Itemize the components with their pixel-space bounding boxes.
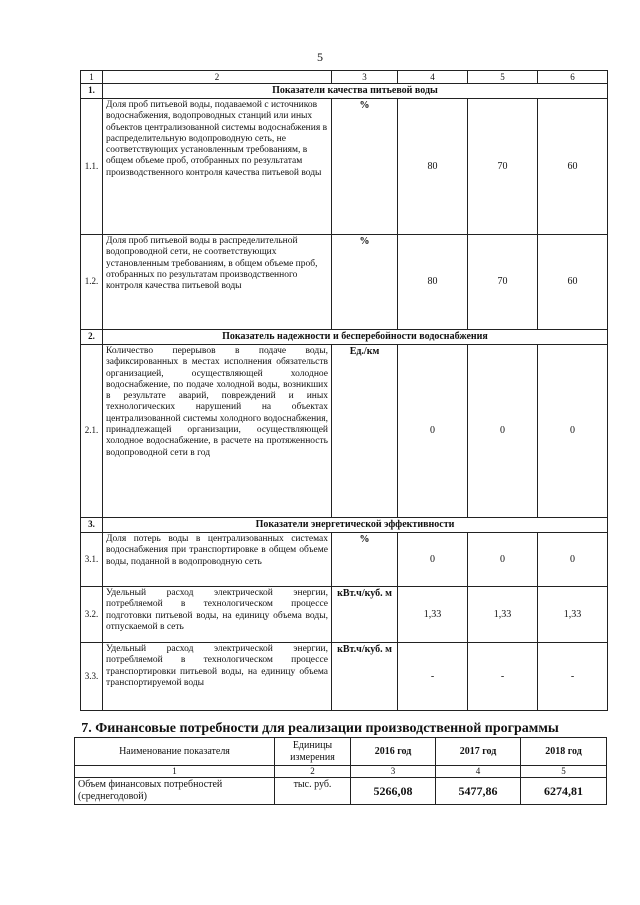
- column-number: 5: [521, 766, 607, 778]
- table-row: [81, 235, 608, 330]
- header-cell: Единицы измерения: [275, 738, 351, 766]
- header-cell: 2: [103, 71, 332, 84]
- row-description: Доля проб питьевой воды, подаваемой с источников водоснабжения, водопроводных станций или иных объектов централизованной системы водоснабжения в распределительную водопроводную сеть, не соответствующих установленным требованиям, в общем объеме проб, отобранных по результатам производственного контроля качества питьевой воды: [103, 99, 332, 235]
- row-unit: %: [332, 235, 398, 330]
- row-unit: %: [332, 99, 398, 235]
- row-number: 3.2.: [81, 587, 103, 643]
- row-value: 0: [538, 345, 608, 518]
- row-value: 80: [398, 235, 468, 330]
- header-cell: 6: [538, 71, 608, 84]
- section7-title: 7. Финансовые потребности для реализации производственной программы: [81, 721, 559, 736]
- row-description: Удельный расход электрической энергии, потребляемой в технологическом процессе подготовки питьевой воды, на единицу объема воды, отпускаемой в сеть: [103, 587, 332, 643]
- section-number: 1.: [81, 84, 103, 99]
- row-value: 0: [468, 345, 538, 518]
- section-number: 2.: [81, 330, 103, 345]
- table-row: [81, 643, 608, 711]
- header-cell: 2016 год: [351, 738, 436, 766]
- section-row: [81, 518, 608, 533]
- header-cell: 2018 год: [521, 738, 607, 766]
- row-description: Доля потерь воды в централизованных системах водоснабжения при транспортировке в общем объеме воды, поданной в водопроводную сеть: [103, 533, 332, 587]
- row-value: 1,33: [538, 587, 608, 643]
- section-number: 3.: [81, 518, 103, 533]
- row-unit: кВт.ч/куб. м: [332, 643, 398, 711]
- financial-needs-table: [74, 737, 607, 805]
- section-title: Показатель надежности и бесперебойности водоснабжения: [103, 330, 608, 345]
- column-number: 3: [351, 766, 436, 778]
- row-value: 70: [468, 235, 538, 330]
- table-header-row: [75, 738, 607, 766]
- row-number: 1.2.: [81, 235, 103, 330]
- page-number: 5: [317, 50, 323, 64]
- value-2018: 6274,81: [521, 778, 607, 805]
- section-title: Показатели энергетической эффективности: [103, 518, 608, 533]
- row-value: 1,33: [398, 587, 468, 643]
- column-number: 4: [436, 766, 521, 778]
- header-cell: 3: [332, 71, 398, 84]
- column-number: 2: [275, 766, 351, 778]
- table-header-row: [81, 71, 608, 84]
- row-value: 0: [468, 533, 538, 587]
- header-cell: 1: [81, 71, 103, 84]
- table-row: [81, 587, 608, 643]
- table-row: [81, 345, 608, 518]
- row-number: 2.1.: [81, 345, 103, 518]
- row-value: 60: [538, 99, 608, 235]
- value-2017: 5477,86: [436, 778, 521, 805]
- table-row: [81, 533, 608, 587]
- row-description: Удельный расход электрической энергии, потребляемой в технологическом процессе транспортировки питьевой воды, на единицу объема транспортируемой воды: [103, 643, 332, 711]
- row-value: 1,33: [468, 587, 538, 643]
- row-unit: тыс. руб.: [275, 778, 351, 805]
- table-row: [81, 99, 608, 235]
- row-unit: %: [332, 533, 398, 587]
- row-value: -: [398, 643, 468, 711]
- header-cell: 5: [468, 71, 538, 84]
- row-unit: кВт.ч/куб. м: [332, 587, 398, 643]
- row-value: -: [538, 643, 608, 711]
- row-value: 0: [398, 345, 468, 518]
- row-description: Доля проб питьевой воды в распределительной водопроводной сети, не соответствующих установленным требованиям, в общем объеме проб, отобранных по результатам производственного контроля качества питьевой воды: [103, 235, 332, 330]
- row-description: Количество перерывов в подаче воды, зафиксированных в местах исполнения обязательств организацией, осуществляющей холодное водоснабжение, по подаче холодной воды, возникших в результате аварий, повреждений и иных технологических нарушений на объектах централизованной системы холодного водоснабжения, принадлежащей организации, осуществляющей холодное водоснабжение, в расчете на протяженность водопроводной сети в год: [103, 345, 332, 518]
- row-value: 0: [538, 533, 608, 587]
- row-unit: Ед./км: [332, 345, 398, 518]
- row-name: Объем финансовых потребностей (среднегодовой): [75, 778, 275, 805]
- row-number: 3.3.: [81, 643, 103, 711]
- row-number: 1.1.: [81, 99, 103, 235]
- section-row: [81, 84, 608, 99]
- column-number-row: [75, 766, 607, 778]
- header-cell: Наименование показателя: [75, 738, 275, 766]
- row-value: 80: [398, 99, 468, 235]
- row-number: 3.1.: [81, 533, 103, 587]
- value-2016: 5266,08: [351, 778, 436, 805]
- section-title: Показатели качества питьевой воды: [103, 84, 608, 99]
- row-value: 60: [538, 235, 608, 330]
- row-value: 70: [468, 99, 538, 235]
- column-number: 1: [75, 766, 275, 778]
- indicators-table: [80, 70, 608, 711]
- section-row: [81, 330, 608, 345]
- table-row: [75, 778, 607, 805]
- row-value: 0: [398, 533, 468, 587]
- header-cell: 4: [398, 71, 468, 84]
- header-cell: 2017 год: [436, 738, 521, 766]
- row-value: -: [468, 643, 538, 711]
